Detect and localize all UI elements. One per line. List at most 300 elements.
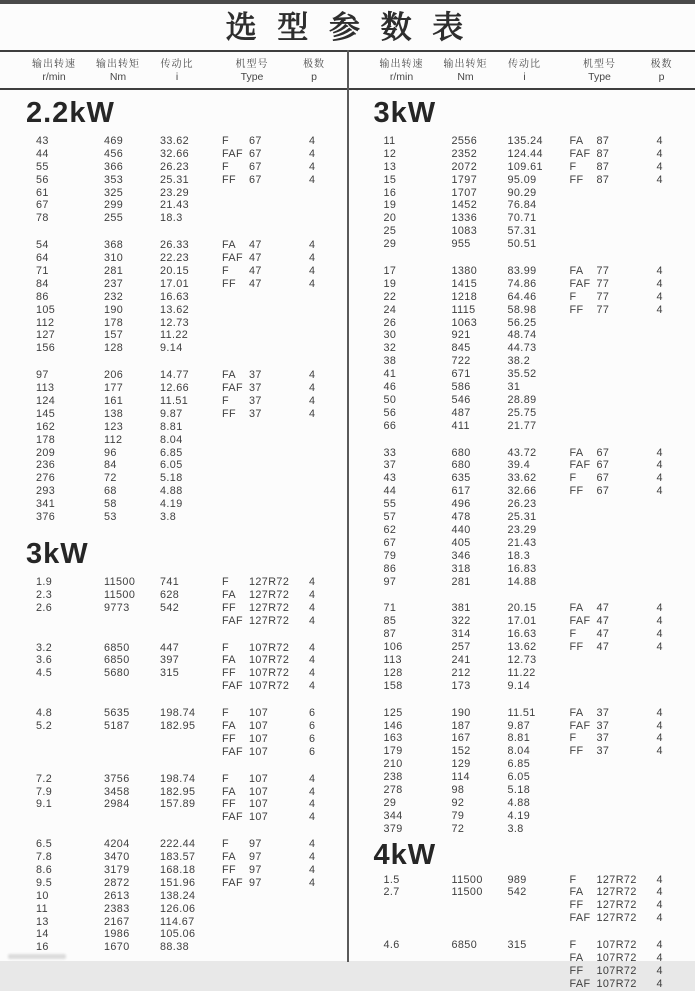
cell-type-prefix: FAF (222, 615, 249, 628)
cell-type-size: 67 (597, 447, 657, 460)
cell-ratio: 315 (508, 939, 570, 952)
data-block (0, 642, 348, 694)
cell-type-size (597, 199, 657, 212)
cell-ratio: 39.4 (508, 459, 570, 472)
cell-type-size (249, 212, 309, 225)
cell-ratio: 741 (160, 576, 222, 589)
cell-type-prefix: FF (570, 641, 597, 654)
cell-type-prefix (570, 355, 597, 368)
cell-type-size (249, 199, 309, 212)
cell-ratio: 95.09 (508, 174, 570, 187)
cell-ratio: 22.23 (160, 252, 222, 265)
cell-type-prefix (222, 291, 249, 304)
cell-speed: 379 (384, 823, 452, 836)
cell-type-size (249, 329, 309, 342)
table-row (0, 811, 348, 824)
cell-speed: 32 (384, 342, 452, 355)
cell-torque: 84 (104, 459, 160, 472)
table-row (348, 524, 695, 537)
table-row (0, 212, 348, 225)
cell-speed: 46 (384, 381, 452, 394)
cell-type-prefix: FA (570, 447, 597, 460)
table-row (0, 667, 348, 680)
cell-type-prefix: F (222, 838, 249, 851)
table-row (0, 421, 348, 434)
cell-type-prefix (222, 342, 249, 355)
table-row (348, 355, 695, 368)
cell-ratio: 48.74 (508, 329, 570, 342)
cell-torque: 3470 (104, 851, 160, 864)
cell-type-prefix: FAF (222, 811, 249, 824)
cell-type-size: 47 (597, 628, 657, 641)
cell-speed: 146 (384, 720, 452, 733)
cell-type-prefix (222, 928, 249, 941)
cell-speed: 238 (384, 771, 452, 784)
cell-speed: 97 (36, 369, 104, 382)
cell-torque: 257 (452, 641, 508, 654)
cell-type-prefix: FF (570, 899, 597, 912)
table-row (0, 928, 348, 941)
header-label-unit: Nm (90, 71, 146, 83)
cell-type-prefix: FA (222, 654, 249, 667)
cell-speed: 5.2 (36, 720, 104, 733)
cell-poles: 4 (309, 576, 329, 589)
page-title: 选 型 参 数 表 (0, 10, 695, 46)
cell-speed: 33 (384, 447, 452, 460)
cell-poles: 4 (657, 615, 677, 628)
cell-type-prefix: FA (570, 707, 597, 720)
cell-poles: 4 (657, 707, 677, 720)
cell-speed: 124 (36, 395, 104, 408)
cell-poles (309, 434, 329, 447)
cell-poles: 4 (309, 135, 329, 148)
cell-poles (657, 823, 677, 836)
cell-poles: 4 (309, 382, 329, 395)
cell-torque: 586 (452, 381, 508, 394)
cell-poles (657, 498, 677, 511)
cell-poles: 4 (309, 589, 329, 602)
cell-poles (657, 667, 677, 680)
cell-speed: 29 (384, 238, 452, 251)
cell-type-prefix (222, 498, 249, 511)
cell-type-size (249, 498, 309, 511)
cell-speed: 179 (384, 745, 452, 758)
cell-speed: 278 (384, 784, 452, 797)
cell-ratio: 182.95 (160, 720, 222, 733)
cell-speed: 127 (36, 329, 104, 342)
header-label-unit: p (296, 71, 332, 83)
cell-ratio: 21.43 (160, 199, 222, 212)
cell-torque: 1063 (452, 317, 508, 330)
cell-poles (657, 576, 677, 589)
table-row (0, 786, 348, 799)
cell-type-size: 47 (249, 239, 309, 252)
cell-poles (309, 890, 329, 903)
cell-speed: 43 (384, 472, 452, 485)
cell-type-prefix: FA (570, 602, 597, 615)
cell-ratio: 56.25 (508, 317, 570, 330)
cell-type-size (597, 317, 657, 330)
cell-poles: 6 (309, 746, 329, 759)
table-row (0, 602, 348, 615)
cell-type-prefix (222, 890, 249, 903)
cell-speed (36, 680, 104, 693)
cell-torque: 2072 (452, 161, 508, 174)
cell-type-size: 47 (249, 278, 309, 291)
cell-poles: 4 (657, 459, 677, 472)
cell-ratio: 157.89 (160, 798, 222, 811)
cell-torque: 11500 (104, 589, 160, 602)
cell-torque: 6850 (104, 654, 160, 667)
cell-type-prefix (222, 199, 249, 212)
header-label-cn: 极数 (644, 59, 680, 71)
table-row (0, 252, 348, 265)
cell-speed: 87 (384, 628, 452, 641)
cell-poles: 4 (309, 148, 329, 161)
cell-speed: 16 (36, 941, 104, 954)
cell-ratio: 9.14 (508, 680, 570, 693)
cell-torque: 123 (104, 421, 160, 434)
cell-type-size (597, 187, 657, 200)
cell-type-size: 107 (249, 773, 309, 786)
cell-poles: 4 (309, 265, 329, 278)
cell-type-size (249, 434, 309, 447)
cell-poles (657, 238, 677, 251)
cell-type-size: 47 (249, 265, 309, 278)
cell-speed: 7.9 (36, 786, 104, 799)
cell-speed (36, 811, 104, 824)
cell-type-prefix: F (222, 135, 249, 148)
cell-speed: 62 (384, 524, 452, 537)
cell-type-prefix: F (222, 707, 249, 720)
table-row (0, 680, 348, 693)
cell-poles (657, 524, 677, 537)
cell-type-prefix (222, 421, 249, 434)
cell-type-prefix: FAF (570, 615, 597, 628)
table-row (0, 329, 348, 342)
table-row (0, 278, 348, 291)
cell-ratio: 8.81 (160, 421, 222, 434)
header-label-cn: 机型号 (556, 59, 644, 71)
cell-torque: 98 (452, 784, 508, 797)
cell-ratio: 183.57 (160, 851, 222, 864)
table-row (348, 939, 695, 952)
table-row (348, 498, 695, 511)
cell-torque: 845 (452, 342, 508, 355)
cell-type-prefix (222, 485, 249, 498)
cell-ratio (508, 952, 570, 965)
cell-type-size (597, 342, 657, 355)
header-label-unit: Nm (438, 71, 494, 83)
cell-poles: 4 (309, 811, 329, 824)
top-rule (0, 0, 695, 4)
table-row (348, 304, 695, 317)
cell-type-prefix (570, 381, 597, 394)
table-row (348, 797, 695, 810)
table-row (348, 420, 695, 433)
table-row (348, 720, 695, 733)
cell-ratio: 21.77 (508, 420, 570, 433)
table-row (348, 265, 695, 278)
cell-torque: 157 (104, 329, 160, 342)
cell-torque: 1115 (452, 304, 508, 317)
table-row (348, 329, 695, 342)
header-label-unit: Type (556, 71, 644, 83)
cell-ratio: 109.61 (508, 161, 570, 174)
cell-type-size: 97 (249, 851, 309, 864)
table-row (0, 498, 348, 511)
table-row (348, 707, 695, 720)
table-row (0, 941, 348, 954)
cell-torque (104, 680, 160, 693)
cell-ratio: 182.95 (160, 786, 222, 799)
cell-type-prefix: F (222, 265, 249, 278)
cell-type-prefix: F (222, 642, 249, 655)
cell-torque: 310 (104, 252, 160, 265)
cell-speed: 125 (384, 707, 452, 720)
cell-torque: 1452 (452, 199, 508, 212)
cell-type-size (249, 421, 309, 434)
cell-type-prefix: FAF (570, 148, 597, 161)
cell-poles (309, 498, 329, 511)
cell-poles (657, 342, 677, 355)
cell-poles: 4 (657, 161, 677, 174)
cell-speed: 9.5 (36, 877, 104, 890)
cell-torque: 11500 (104, 576, 160, 589)
cell-torque (452, 912, 508, 925)
cell-poles: 4 (657, 485, 677, 498)
cell-poles (309, 304, 329, 317)
table-row (348, 550, 695, 563)
cell-type-prefix: F (570, 161, 597, 174)
cell-type-size (597, 225, 657, 238)
cell-poles: 4 (657, 978, 677, 991)
cell-poles: 4 (309, 278, 329, 291)
cell-type-prefix: FA (222, 239, 249, 252)
table-row (348, 680, 695, 693)
table-row (0, 342, 348, 355)
cell-type-prefix: FA (570, 952, 597, 965)
table-row (0, 265, 348, 278)
cell-type-size: 107R72 (597, 978, 657, 991)
cell-torque: 138 (104, 408, 160, 421)
cell-torque: 299 (104, 199, 160, 212)
cell-type-size: 107R72 (597, 952, 657, 965)
cell-torque: 161 (104, 395, 160, 408)
cell-ratio: 8.04 (160, 434, 222, 447)
cell-type-size: 97 (249, 864, 309, 877)
cell-type-size: 97 (249, 877, 309, 890)
cell-poles (657, 317, 677, 330)
cell-type-size: 77 (597, 265, 657, 278)
cell-speed (384, 978, 452, 991)
cell-torque: 112 (104, 434, 160, 447)
cell-speed: 22 (384, 291, 452, 304)
cell-type-size: 87 (597, 135, 657, 148)
column-left (0, 90, 348, 991)
cell-speed (36, 746, 104, 759)
cell-torque (104, 811, 160, 824)
cell-poles (657, 407, 677, 420)
cell-type-size (249, 928, 309, 941)
cell-ratio: 542 (508, 886, 570, 899)
table-row (348, 912, 695, 925)
cell-ratio: 58.98 (508, 304, 570, 317)
cell-speed: 293 (36, 485, 104, 498)
cell-type-size (249, 890, 309, 903)
cell-type-prefix: FAF (570, 459, 597, 472)
cell-torque: 1218 (452, 291, 508, 304)
header-label-cn: 机型号 (208, 59, 296, 71)
table-row (0, 317, 348, 330)
cell-ratio: 105.06 (160, 928, 222, 941)
cell-ratio (508, 978, 570, 991)
cell-type-prefix (570, 667, 597, 680)
cell-poles: 4 (657, 291, 677, 304)
cell-type-prefix: FF (570, 174, 597, 187)
cell-poles (309, 472, 329, 485)
table-row (0, 890, 348, 903)
header-cell (644, 58, 680, 83)
cell-ratio: 9.14 (160, 342, 222, 355)
cell-speed: 1.5 (384, 874, 452, 887)
table-row (348, 238, 695, 251)
cell-torque (452, 965, 508, 978)
cell-ratio: 26.23 (508, 498, 570, 511)
cell-type-prefix: F (222, 395, 249, 408)
cell-ratio: 628 (160, 589, 222, 602)
cell-type-size (249, 941, 309, 954)
cell-type-size: 127R72 (597, 874, 657, 887)
cell-torque: 1670 (104, 941, 160, 954)
cell-type-prefix: FA (570, 886, 597, 899)
table-row (0, 447, 348, 460)
header-cell (296, 58, 332, 83)
cell-type-prefix (570, 537, 597, 550)
section-heading-3kW: 3kW (374, 98, 695, 128)
cell-ratio: 16.83 (508, 563, 570, 576)
table-row (0, 135, 348, 148)
cell-torque: 2383 (104, 903, 160, 916)
cell-speed: 64 (36, 252, 104, 265)
cell-ratio: 198.74 (160, 773, 222, 786)
table-row (348, 368, 695, 381)
cell-torque: 469 (104, 135, 160, 148)
cell-torque: 237 (104, 278, 160, 291)
cell-type-prefix (222, 187, 249, 200)
cell-speed: 97 (384, 576, 452, 589)
cell-type-size (597, 368, 657, 381)
cell-type-prefix: F (570, 939, 597, 952)
cell-speed: 16 (384, 187, 452, 200)
cell-poles (657, 550, 677, 563)
cell-torque: 1797 (452, 174, 508, 187)
cell-torque: 3756 (104, 773, 160, 786)
cell-speed: 162 (36, 421, 104, 434)
cell-ratio: 447 (160, 642, 222, 655)
cell-torque: 167 (452, 732, 508, 745)
cell-type-prefix: FF (222, 174, 249, 187)
cell-type-prefix (570, 550, 597, 563)
cell-type-size (249, 187, 309, 200)
cell-torque: 325 (104, 187, 160, 200)
cell-ratio: 16.63 (508, 628, 570, 641)
table-row (0, 395, 348, 408)
cell-poles: 4 (657, 602, 677, 615)
data-block (0, 135, 348, 225)
table-row (348, 874, 695, 887)
cell-type-prefix (222, 317, 249, 330)
cell-torque: 72 (452, 823, 508, 836)
cell-ratio: 9.87 (160, 408, 222, 421)
cell-torque: 366 (104, 161, 160, 174)
cell-torque: 11500 (452, 874, 508, 887)
table-row (0, 720, 348, 733)
cell-speed: 15 (384, 174, 452, 187)
selection-table (0, 50, 695, 962)
cell-speed: 156 (36, 342, 104, 355)
cell-poles (309, 459, 329, 472)
cell-torque: 1707 (452, 187, 508, 200)
cell-ratio: 18.3 (160, 212, 222, 225)
cell-ratio: 28.89 (508, 394, 570, 407)
cell-poles (309, 342, 329, 355)
table-row (0, 654, 348, 667)
table-row (348, 732, 695, 745)
table-row (0, 174, 348, 187)
cell-speed: 20 (384, 212, 452, 225)
cell-poles (309, 928, 329, 941)
cell-torque: 187 (452, 720, 508, 733)
cell-speed: 3.2 (36, 642, 104, 655)
cell-speed: 55 (36, 161, 104, 174)
cell-type-prefix: FAF (222, 382, 249, 395)
cell-ratio: 11.51 (160, 395, 222, 408)
header-label-unit: Type (208, 71, 296, 83)
cell-poles (657, 394, 677, 407)
cell-type-prefix (570, 498, 597, 511)
cell-ratio: 13.62 (508, 641, 570, 654)
cell-speed: 50 (384, 394, 452, 407)
cell-speed (36, 733, 104, 746)
table-row (348, 187, 695, 200)
cell-ratio: 6.05 (160, 459, 222, 472)
cell-ratio: 168.18 (160, 864, 222, 877)
cell-torque: 496 (452, 498, 508, 511)
cell-type-prefix (570, 238, 597, 251)
cell-type-prefix: FF (222, 408, 249, 421)
cell-speed: 11 (384, 135, 452, 148)
cell-ratio: 74.86 (508, 278, 570, 291)
cell-ratio: 23.29 (508, 524, 570, 537)
cell-torque: 2167 (104, 916, 160, 929)
cell-speed: 4.5 (36, 667, 104, 680)
cell-poles: 6 (309, 720, 329, 733)
table-row (348, 667, 695, 680)
cell-speed: 276 (36, 472, 104, 485)
cell-ratio: 6.85 (508, 758, 570, 771)
cell-ratio: 542 (160, 602, 222, 615)
cell-speed: 67 (36, 199, 104, 212)
cell-type-prefix (570, 524, 597, 537)
cell-ratio: 38.2 (508, 355, 570, 368)
cell-speed: 12 (384, 148, 452, 161)
cell-ratio: 23.29 (160, 187, 222, 200)
cell-type-size (597, 498, 657, 511)
cell-type-prefix: FF (222, 864, 249, 877)
cell-type-size: 37 (249, 382, 309, 395)
table-row (348, 758, 695, 771)
